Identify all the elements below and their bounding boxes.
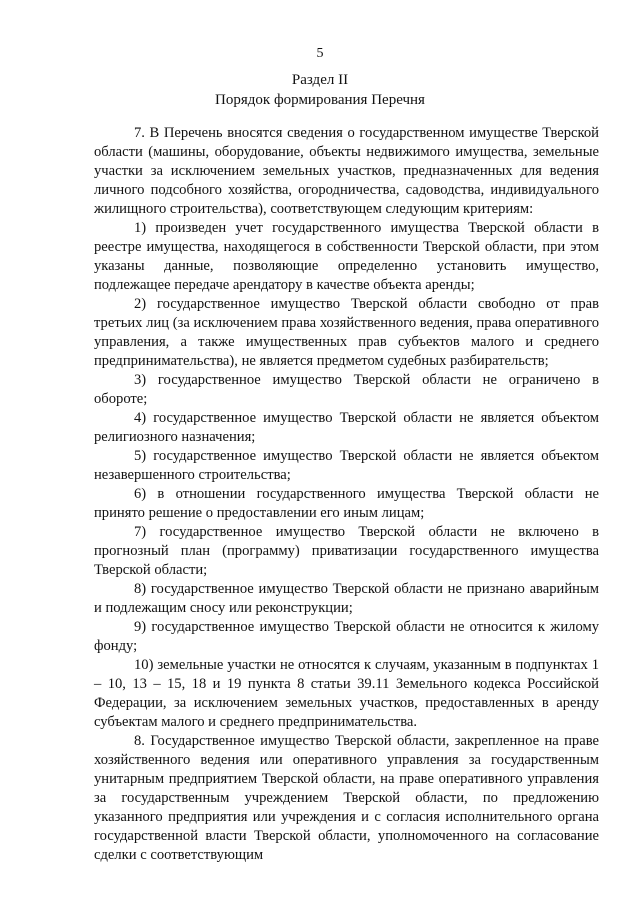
criterion-1: 1) произведен учет государственного имущества Тверской области в реестре имущества, находящегося в собственности Тверской области, при этом указаны данные, позволяющие определенно установить имущество, подлежащее передаче арендатору в качестве объекта аренды;	[94, 220, 599, 293]
criterion-2: 2) государственное имущество Тверской области свободно от прав третьих лиц (за исключением права хозяйственного ведения, права оперативного управления, а также имущественных прав субъектов малого и среднего предпринимательства), не является предметом судебных разбирательств;	[94, 296, 599, 369]
criterion-7: 7) государственное имущество Тверской области не включено в прогнозный план (программу) приватизации государственного имущества Тверской области;	[94, 524, 599, 578]
section-title: Порядок формирования Перечня	[215, 92, 425, 108]
criterion-5: 5) государственное имущество Тверской области не является объектом незавершенного строительства;	[94, 448, 599, 483]
criterion-6: 6) в отношении государственного имущества Тверской области не принято решение о предоставлении его иным лицам;	[94, 486, 599, 521]
criterion-8: 8) государственное имущество Тверской области не признано аварийным и подлежащим сносу или реконструкции;	[94, 581, 599, 616]
criterion-10: 10) земельные участки не относятся к случаям, указанным в подпунктах 1 – 10, 13 – 15, 18 и 19 пункта 8 статьи 39.11 Земельного кодекса Российской Федерации, за исключением земельных участков, предоставленных в аренду субъектам малого и среднего предпринимательства.	[94, 657, 599, 730]
criterion-3: 3) государственное имущество Тверской области не ограничено в обороте;	[94, 372, 599, 407]
page-number: 5	[316, 46, 324, 61]
document-body	[94, 124, 599, 865]
section-label: Раздел II	[291, 72, 349, 88]
paragraph-7: 7. В Перечень вносятся сведения о государственном имуществе Тверской области (машины, оборудование, объекты недвижимого имущества, земельные участки за исключением земельных участков, предназначенных для ведения личного подсобного хозяйства, огородничества, садоводства, индивидуального жилищного строительства), соответствующем следующим критериям:	[94, 125, 599, 217]
criterion-4: 4) государственное имущество Тверской области не является объектом религиозного назначения;	[94, 410, 599, 445]
criterion-9: 9) государственное имущество Тверской области не относится к жилому фонду;	[94, 619, 599, 654]
paragraph-8: 8. Государственное имущество Тверской области, закрепленное на праве хозяйственного ведения или оперативного управления за государственным унитарным предприятием Тверской области, на праве оперативного управления за государственным учреждением Тверской области, по предложению указанного предприятия или учреждения и с согласия исполнительного органа государственной власти Тверской области, уполномоченного на согласование сделки с соответствующим	[94, 733, 599, 863]
